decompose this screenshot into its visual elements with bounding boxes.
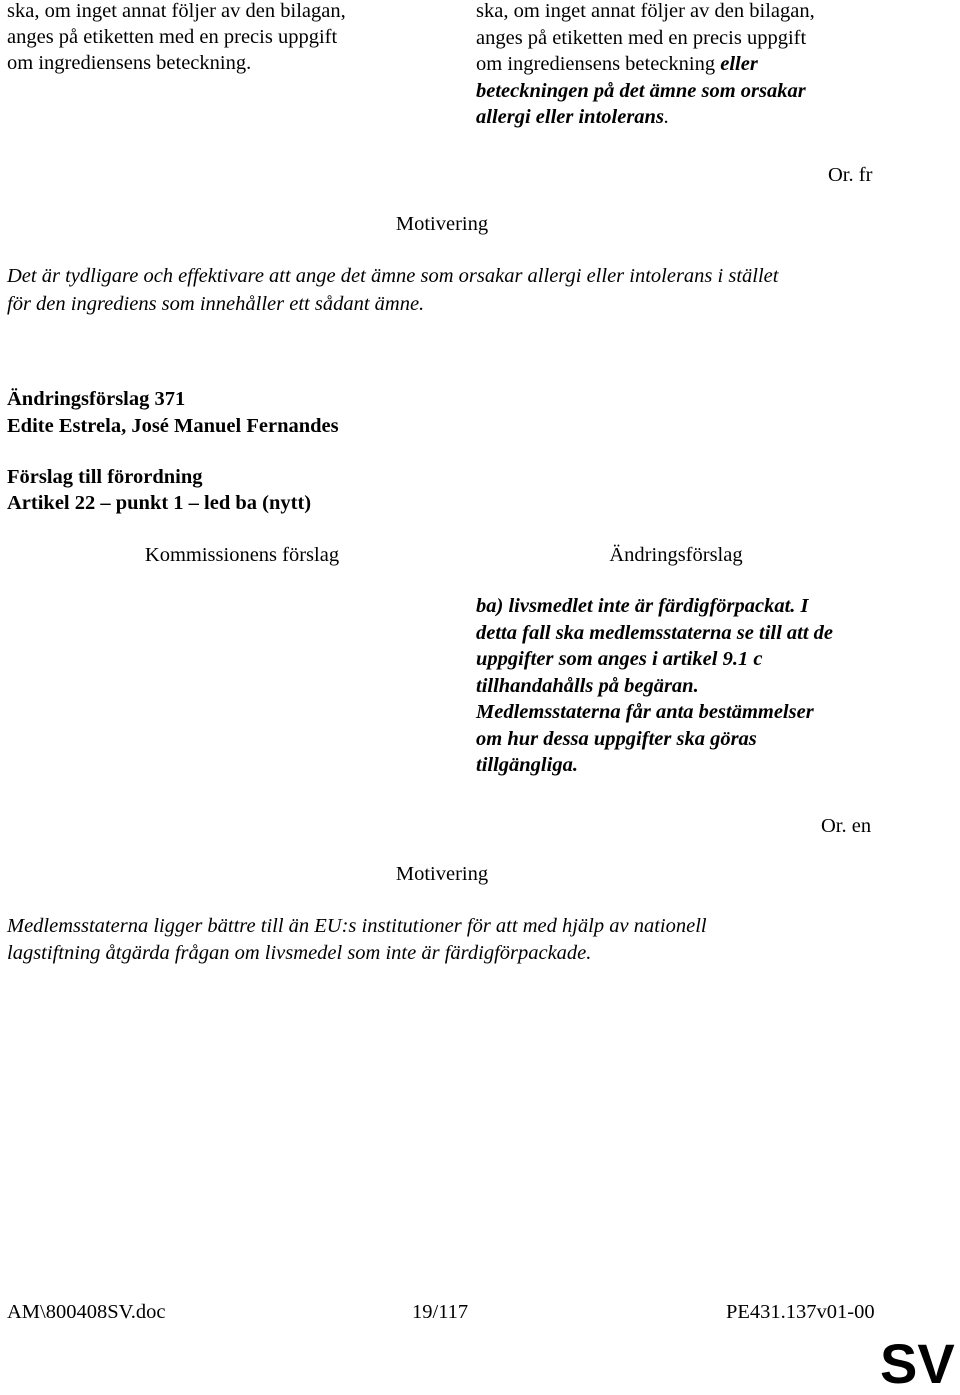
justification-text <box>7 262 778 318</box>
plain-text: om ingrediensens beteckning <box>476 53 721 75</box>
footer-document-reference: AM\800408SV.doc <box>7 1301 166 1323</box>
text-line: tillhandahålls på begäran. <box>476 674 699 697</box>
text-line: om ingrediensens beteckning. <box>7 52 252 74</box>
text-line: om hur dessa uppgifter ska göras <box>476 727 757 750</box>
text-line: ska, om inget annat följer av den bilagan, <box>7 0 346 22</box>
proposal-title: Förslag till förordning <box>7 466 203 488</box>
emphasized-text: allergi eller intolerans <box>476 106 664 128</box>
emphasized-text: eller <box>720 53 758 75</box>
text-line <box>476 0 815 25</box>
text-line: för den ingrediens som innehåller ett sådant ämne. <box>7 293 425 315</box>
footer-pe-reference: PE431.137v01-00 <box>726 1301 875 1323</box>
text-line <box>476 25 815 52</box>
plain-text: . <box>663 106 670 128</box>
text-line <box>476 51 815 78</box>
footer-page-number: 19/117 <box>412 1301 469 1323</box>
text-line: Det är tydligare och effektivare att ange det ämne som orsakar allergi eller intolerans i stället <box>7 265 779 287</box>
text-line: anges på etiketten med en precis uppgift <box>7 26 338 48</box>
language-badge: SV <box>880 1332 955 1395</box>
text-line: beteckningen på det ämne som orsakar <box>476 79 806 102</box>
amendment-number: Ändringsförslag 371 <box>7 388 186 410</box>
column-heading-amendment: Ändringsförslag <box>609 544 743 566</box>
column-heading-commission: Kommissionens förslag <box>144 544 340 566</box>
justification-heading: Motivering <box>395 213 489 235</box>
text-line: uppgifter som anges i artikel 9.1 c <box>476 648 763 670</box>
amendment-authors: Edite Estrela, José Manuel Fernandes <box>7 415 339 437</box>
text-line: ba) livsmedlet inte är färdigförpackat. I <box>476 595 809 617</box>
text-line: Medlemsstaterna får anta bestämmelser <box>476 701 814 723</box>
text-line: tillgängliga. <box>476 754 578 776</box>
text-line: Medlemsstaterna ligger bättre till än EU:s institutioner för att med hjälp av nationell <box>7 915 707 937</box>
justification-heading: Motivering <box>395 863 489 885</box>
text-line: detta fall ska medlemsstaterna se till att de <box>476 621 834 644</box>
text-line: lagstiftning åtgärda frågan om livsmedel som inte är färdigförpackade. <box>7 942 592 964</box>
text-line <box>476 104 815 131</box>
original-language-label: Or. fr <box>828 164 873 186</box>
original-language-label: Or. en <box>821 815 872 837</box>
article-reference: Artikel 22 – punkt 1 – led ba (nytt) <box>7 492 312 514</box>
previous-amendment-text <box>476 0 815 131</box>
previous-commission-text <box>7 0 346 76</box>
plain-text: ska, om inget annat följer av den bilagan, <box>476 0 815 22</box>
plain-text: anges på etiketten med en precis uppgift <box>476 26 807 49</box>
amendment-text <box>476 593 833 779</box>
justification-text <box>7 913 707 967</box>
